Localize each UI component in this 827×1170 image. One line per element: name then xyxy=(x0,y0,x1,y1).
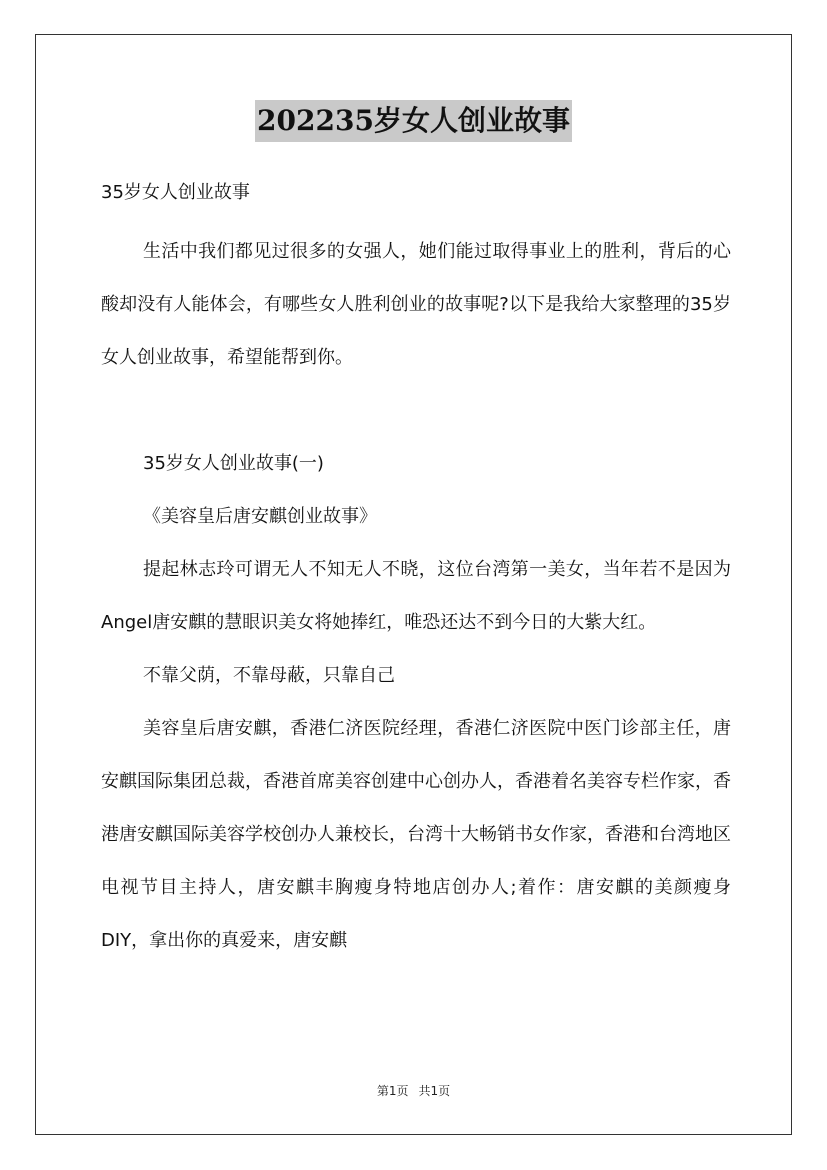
section-heading: 35岁女人创业故事(一) xyxy=(143,453,324,474)
intro-paragraph: 生活中我们都见过很多的女强人，她们能过取得事业上的胜利，背后的心酸却没有人能体会，有哪些女人胜利创业的故事呢?以下是我给大家整理的35岁女人创业故事，希望能帮到你。 xyxy=(101,241,731,368)
document-subtitle: 35岁女人创业故事 xyxy=(101,182,250,203)
page-number-current: 第1页 xyxy=(376,1084,409,1098)
body-paragraph-2: 不靠父荫，不靠母蔽，只靠自己 xyxy=(143,665,395,686)
body-paragraph-3: 美容皇后唐安麒，香港仁济医院经理，香港仁济医院中医门诊部主任，唐安麒国际集团总裁，香港首席美容创建中心创办人，香港着名美容专栏作家，香港唐安麒国际美容学校创办人兼校长，台湾十大畅销书女作家，香港和台湾地区电视节目主持人，唐安麒丰胸瘦身特地店创办人;着作：唐安麒的美颜瘦身DIY，拿出你的真爱来，唐安麒 xyxy=(101,718,731,951)
paragraph-spacer xyxy=(101,384,731,437)
body-paragraph-1: 提起林志玲可谓无人不知无人不晓，这位台湾第一美女，当年若不是因为Angel唐安麒的慧眼识美女将她捧红，唯恐还达不到今日的大紫大红。 xyxy=(101,559,731,633)
document-title-text: 202235岁女人创业故事 xyxy=(255,100,572,142)
document-body xyxy=(101,172,731,967)
document-title xyxy=(0,100,827,142)
book-title: 《美容皇后唐安麒创业故事》 xyxy=(143,506,377,527)
page-footer xyxy=(0,1082,827,1099)
page-number-total: 共1页 xyxy=(418,1084,451,1098)
